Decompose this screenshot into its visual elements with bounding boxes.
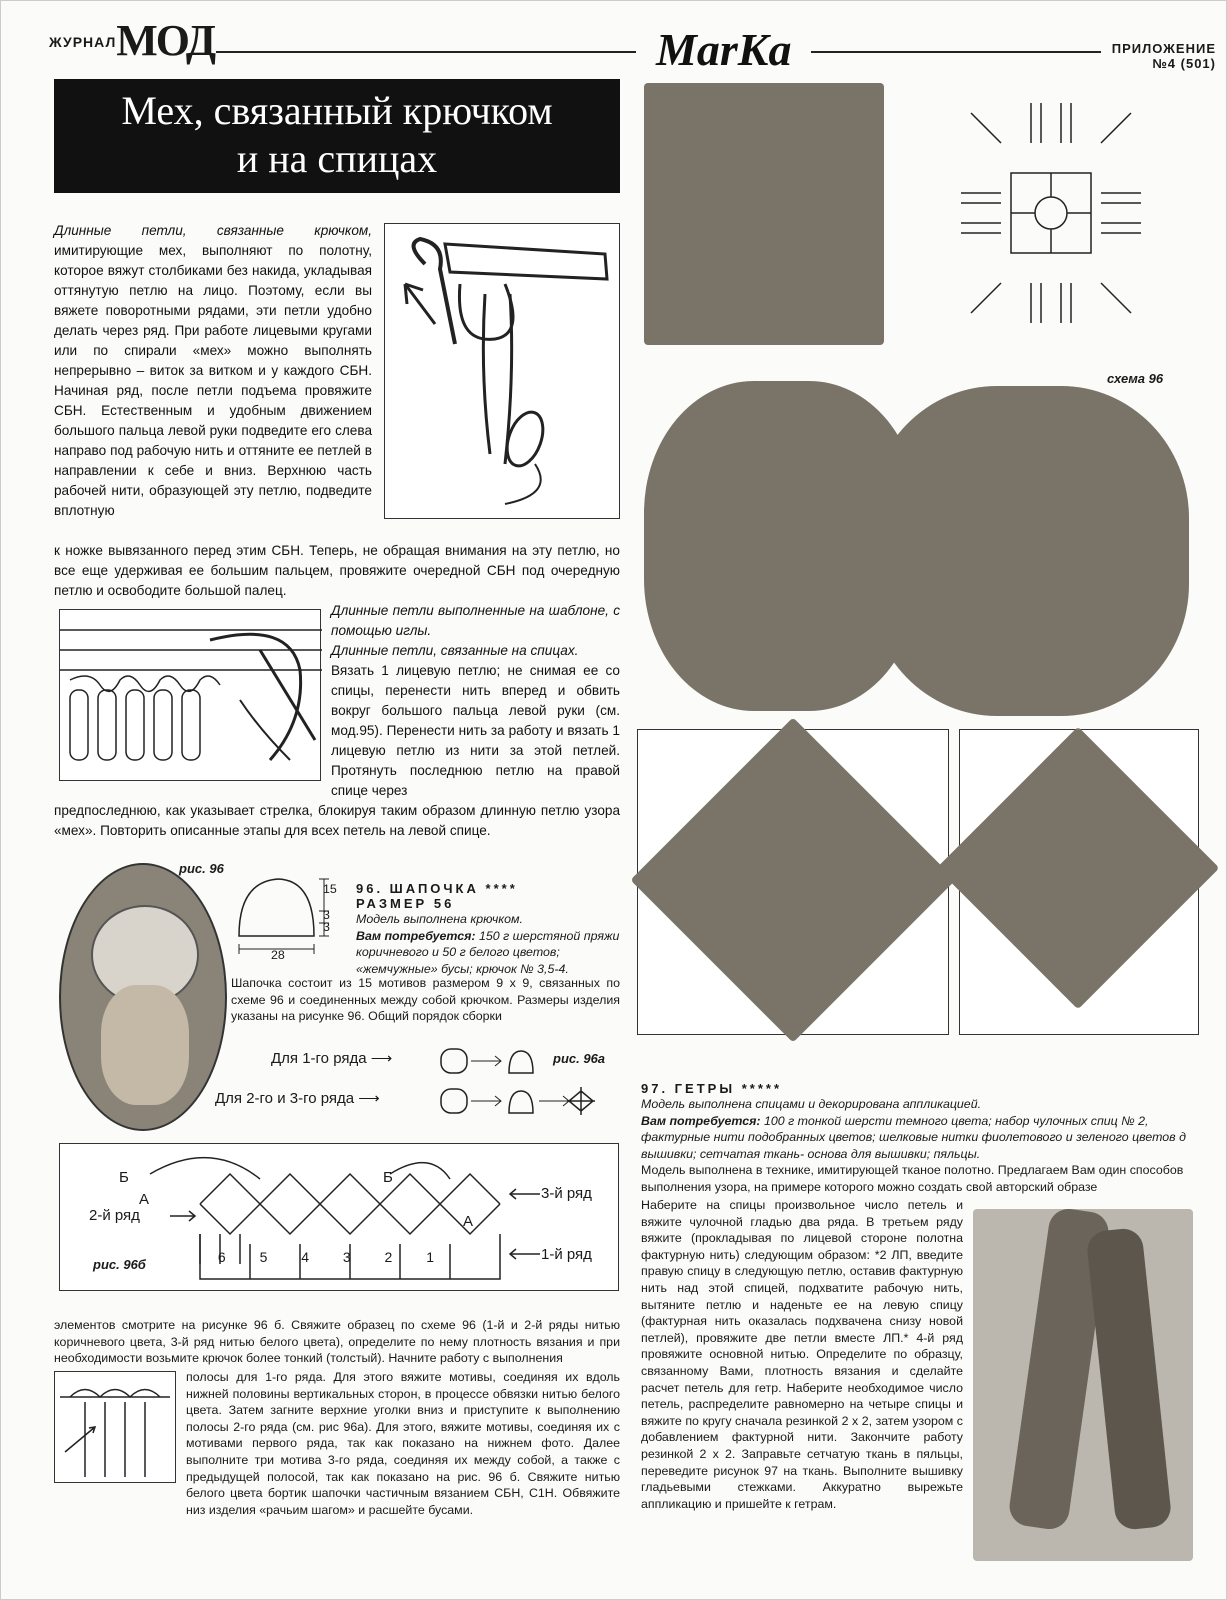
hat-text (356, 881, 620, 977)
stitch-drawing-icon (55, 1372, 177, 1484)
letter-b-right: Б (383, 1169, 393, 1186)
hat-bottom-text: элементов смотрите на рисунке 96 б. Свяжите образец по схеме 96 (1-й и 2-й ряды нитью коричневого цвета, 3-й ряд нитью белого цвета), определите по нему плотность вязания и при необходимости возьмите крючок более тонкий (толстый). Начните работу с выполнения (54, 1318, 620, 1366)
hat-need-label: Вам потребуется: (356, 928, 476, 943)
hat-photo (59, 863, 227, 1131)
fig-96b-label: рис. 96б (93, 1257, 146, 1272)
knit-italic-1: Длинные петли выполненные на шаблоне, с помощью иглы. (331, 603, 620, 638)
leggings-photo (973, 1209, 1193, 1561)
motif-num: 4 (301, 1249, 310, 1265)
stitch-illustration (54, 1371, 176, 1483)
leggings-text-top: Модель выполнена в технике, имитирующей тканое полотно. Предлагаем Вам один способов выполнения узора, на примере которого можно создать свой авторский образе (641, 1163, 1184, 1194)
motif-numbers (201, 1249, 451, 1265)
dim-15: 15 (323, 882, 337, 896)
dim-3a: 3 (323, 908, 330, 922)
magazine-prefix: ЖУРНАЛ (49, 34, 117, 50)
fig-96a-label: рис. 96а (553, 1051, 606, 1066)
title-line-2: и на спицах (236, 136, 438, 181)
row23-text: Для 2-го и 3-го ряда (215, 1090, 355, 1107)
magazine-name: МОД (116, 16, 215, 65)
hat-model: Модель выполнена крючком. (356, 912, 523, 926)
knit-text: Вязать 1 лицевую петлю; не снимая ее со спицы, перенести нить вперед и обвить вокруг большого пальца левой руки (см. мод.95). Перенести нить за работу и вязать 1 лицевую петлю из нити за этой петлей. Протянуть последнюю петлю на правой спице через (331, 663, 620, 798)
diamond-motif-photo-right (937, 727, 1220, 1010)
leggings-need-label: Вам потребуется: (641, 1113, 761, 1128)
dim-3b: 3 (323, 920, 330, 934)
watermark: MarKa (656, 24, 792, 75)
letter-b-left: Б (119, 1169, 129, 1186)
article-title (54, 79, 620, 193)
hat-size: РАЗМЕР 56 (356, 896, 455, 911)
fig-96-label: рис. 96 (179, 861, 224, 876)
intro-paragraph (54, 221, 372, 521)
leggings-model: Модель выполнена спицами и декорирована аппликацией. (641, 1097, 982, 1111)
dim-28: 28 (271, 948, 285, 962)
supplement-label: ПРИЛОЖЕНИЕ (1111, 41, 1216, 56)
motif-num: 2 (384, 1249, 393, 1265)
leg-right (1085, 1227, 1172, 1531)
hat-title-text: 96. ШАПОЧКА (356, 881, 479, 896)
row23-label: Для 2-го и 3-го ряда ⟶ (215, 1090, 380, 1107)
leggings-need-text: 100 г тонкой шерсти темного цвета; набор чулочных спиц № 2, фактурные нити подобранных цветов; шелковые нитки фиолетового и зеленого цветов д вышивки; сетчатая ткань- основа для вышивки; пяльцы. (641, 1113, 1186, 1161)
scheme-96-diagram (951, 93, 1151, 343)
row1-text: Для 1-го ряда (271, 1050, 367, 1067)
letter-a-left: А (139, 1191, 150, 1208)
motif-num: 1 (426, 1249, 434, 1265)
hook-illustration (384, 223, 620, 519)
hat-need-text: 150 г шерстяной пряжи коричневого и 50 г белого цветов; «жемчужные» бусы; крючок № 3,5-4. (356, 928, 620, 976)
motif-num: 3 (342, 1249, 351, 1265)
magazine-logo (49, 15, 214, 66)
knitting-drawing-icon (60, 610, 322, 782)
issue-info (1112, 41, 1216, 71)
knitting-illustration (59, 609, 321, 781)
single-motif-photo (644, 83, 884, 345)
joined-motif-photo-right (869, 386, 1189, 716)
row-2-label: 2-й ряд (89, 1207, 140, 1224)
leggings-text: Наберите на спицы произвольное число петель и вяжите чулочной гладью два ряда. В третьем ряду вяжите (прокладывая по лицевой стороне полотна фактурную нить) следующим образом: *2 ЛП, введите правую спицу в следующую петлю, оставив фактурную нить над этой спицей, подхватите рабочую нить, вытяните петлю и наденьте ее на левую спицу (фактурная нить оказалась подхвачена снизу новой петлей), провяжите две петли вместе ЛП.* 4-й ряд провяжите основной нитью. Определите по образцу, связанному Вами, плотность вязания и сделайте расчет петель для гетр. Наберите необходимое число петель, распределите равномерно на четыре спицы и вяжите по кругу сначала резинкой 2 х 2, затем узором с добавлением фактурной нити. Закончите работу резинкой 2 х 2. Заправьте сетчатую ткань в пяльцы, переведите рисунок 97 на ткань. Выполните вышивку гладьевыми стежками. Аккуратно вырежьте аппликацию и пришейте к гетрам. (641, 1198, 963, 1511)
scheme-96-label: схема 96 (1107, 371, 1164, 386)
hat-bottom-text-2: полосы для 1-го ряда. Для этого вяжите мотивы, соединяя их вдоль нижней половины вертикальных сторон, в процессе обвязки нитью белого цвета. Затем загните верхние уголки вниз и приступите к выполнению полосы 2-го ряда (см. рис 96а). Для этого, вяжите мотивы, соединяя их с мотивами первого ряда, так как показано на нижнем фото. Далее выполните три мотива 3-го ряда, соединяя их между собой, а также с предыдущей полосой, так как показано на рис. 96 б. Свяжите нитью белого цвета бортик шапочки частичным вязанием СБН, С1Н. Обвяжите низ изделия «рачьим шагом» и расшейте бусами. (186, 1370, 620, 1517)
leggings-title: 97. ГЕТРЫ (641, 1081, 736, 1096)
diamond-motif-frame-right (959, 729, 1199, 1035)
issue-number: №4 (501) (1152, 56, 1216, 71)
row1-label: Для 1-го ряда ⟶ (271, 1050, 393, 1067)
intro-lead: Длинные петли, связанные крючком, (54, 223, 372, 238)
face-shape (101, 985, 189, 1105)
hat-desc: Шапочка состоит из 15 мотивов размером 9 х 9, связанных по схеме 96 и соединенных между собой крючком. Размеры изделия указаны на рисунке 96. Общий порядок сборки (231, 976, 620, 1024)
letter-a-right: А (463, 1213, 474, 1230)
row-3-label: 3-й ряд (541, 1185, 592, 1202)
hat-title (356, 881, 620, 896)
knit-italic-2: Длинные петли, связанные на спицах. (331, 643, 579, 658)
motif-num: 5 (259, 1249, 268, 1265)
hook-drawing-icon (385, 224, 621, 520)
intro-text: имитирующие мех, выполняют по полотну, которое вяжут столбиками без накида, укладывая оттянутую петлю на лицо. Поэтому, если вы вяжете поворотными рядами, эти петли удобно делать через ряд. При работе лицевыми кругами или по спирали «мех» можно выполнять непрерывно – виток за витком и у каждого СБН. Начиная ряд, после петли подъема провяжите СБН. Естественным и удобным движением большого пальца левой руки подведите его слева направо под рабочую нить и оттяните ее петлей в направлении к себе и вниз. Верхнюю часть рабочей нити, образующей эту петлю, подведите вплотную (54, 243, 372, 518)
leggings-header (641, 1081, 1201, 1196)
row-1-label: 1-й ряд (541, 1246, 592, 1263)
leggings-stars: ***** (741, 1081, 782, 1096)
title-line-1: Мех, связанный крючком (121, 88, 553, 133)
knit-section-text (331, 601, 620, 801)
hat-stars: **** (485, 881, 518, 896)
diamond-motif-photo-left (630, 717, 955, 1042)
diamond-motif-frame-left (637, 729, 949, 1035)
header-rule-right (811, 51, 1101, 53)
crochet-scheme-icon (951, 93, 1151, 343)
motif-num: 6 (217, 1249, 226, 1265)
intro-continuation: к ножке вывязанного перед этим СБН. Теперь, не обращая внимания на эту петлю, но все еще удерживая ее большим пальцем, провяжите очередной СБН под очередную петлю и освободите большой палец. (54, 543, 620, 598)
header-rule (216, 51, 636, 53)
knit-continuation: предпоследнюю, как указывает стрелка, блокируя таким образом длинную петлю узора «мех». Повторить описанные этапы для всех петель на левой спице. (54, 803, 620, 838)
